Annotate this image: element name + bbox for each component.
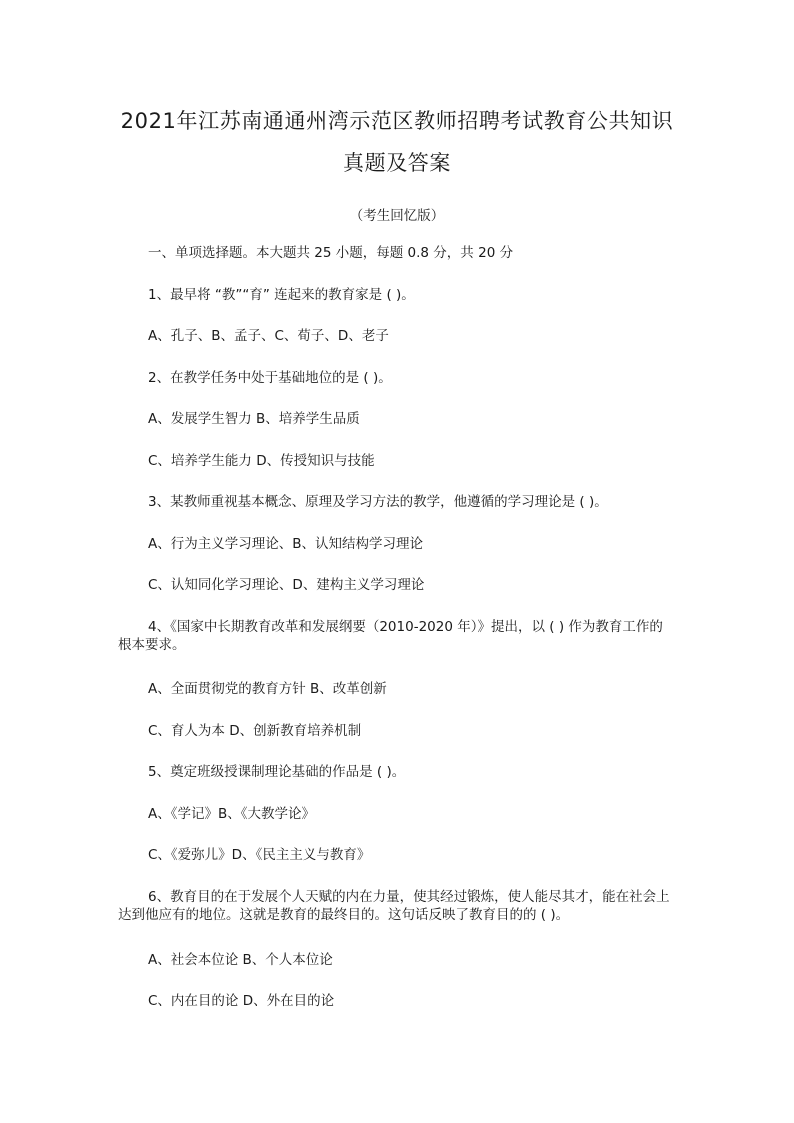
- question-3-options-ab: A、行为主义学习理论、B、认知结构学习理论: [148, 536, 423, 552]
- question-2: 2、在教学任务中处于基础地位的是 ( )。: [148, 370, 392, 386]
- question-5-options-ab: A、《学记》B、《大教学论》: [148, 806, 315, 822]
- question-3-options-cd: C、认知同化学习理论、D、建构主义学习理论: [148, 577, 425, 593]
- document-subtitle: （考生回忆版）: [349, 208, 445, 224]
- question-4: 4、《国家中长期教育改革和发展纲要（2010-2020 年）》提出，以 ( ) 作为教育工作的根本要求。: [118, 619, 663, 653]
- question-6-options-cd: C、内在目的论 D、外在目的论: [148, 993, 335, 1009]
- document-title-line-1: 2021年江苏南通通州湾示范区教师招聘考试教育公共知识: [120, 109, 674, 133]
- question-4-options-cd: C、育人为本 D、创新教育培养机制: [148, 723, 362, 739]
- document-title-line-2: 真题及答案: [343, 151, 451, 175]
- question-1: 1、最早将 “教”“育” 连起来的教育家是 ( )。: [148, 287, 415, 303]
- section-heading: 一、单项选择题。本大题共 25 小题，每题 0.8 分，共 20 分: [148, 245, 514, 261]
- question-5: 5、奠定班级授课制理论基础的作品是 ( )。: [148, 764, 406, 780]
- question-3: 3、某教师重视基本概念、原理及学习方法的教学，他遵循的学习理论是 ( )。: [148, 494, 608, 510]
- question-6: 6、教育目的在于发展个人天赋的内在力量，使其经过锻炼，使人能尽其才，能在社会上达到他应有的地位。这就是教育的最终目的。这句话反映了教育目的的 ( )。: [118, 889, 670, 923]
- question-2-options-ab: A、发展学生智力 B、培养学生品质: [148, 411, 360, 427]
- question-5-options-cd: C、《爱弥儿》D、《民主主义与教育》: [148, 847, 371, 863]
- question-1-options: A、孔子、B、孟子、C、荀子、D、老子: [148, 328, 389, 344]
- question-6-options-ab: A、社会本位论 B、个人本位论: [148, 952, 333, 968]
- question-2-options-cd: C、培养学生能力 D、传授知识与技能: [148, 453, 375, 469]
- question-4-options-ab: A、全面贯彻党的教育方针 B、改革创新: [148, 681, 387, 697]
